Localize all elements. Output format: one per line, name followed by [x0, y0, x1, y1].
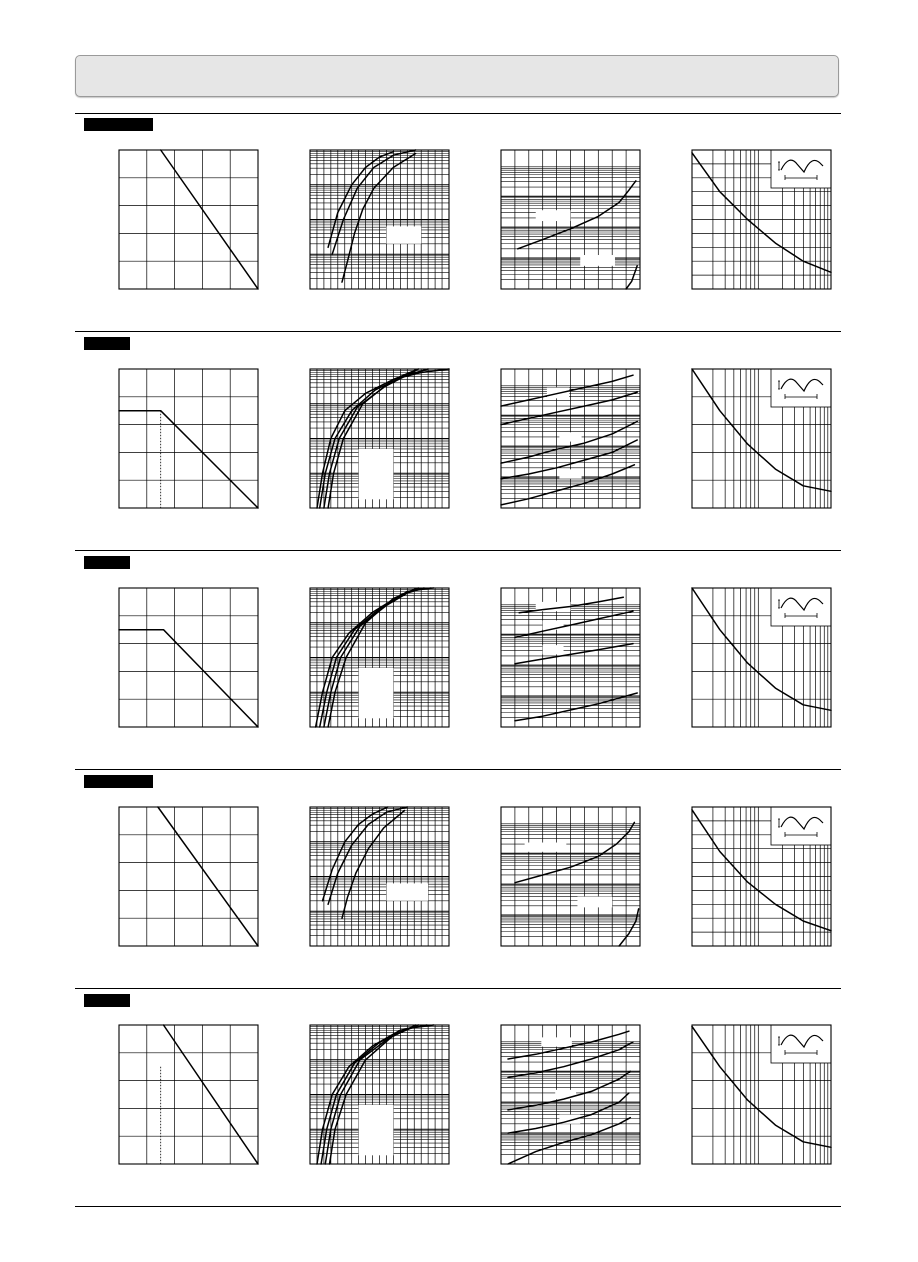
chart-g5-c1 [119, 1025, 258, 1164]
annotation-box [541, 1037, 572, 1046]
chart-grid [119, 1025, 258, 1164]
annotation-box [543, 645, 564, 654]
annotation-box [559, 432, 581, 441]
section-rule-2 [75, 331, 841, 332]
section-rule-3 [75, 550, 841, 551]
series-line-1 [119, 630, 258, 727]
chart-g2-c2 [310, 369, 449, 508]
annotation-box [580, 255, 615, 266]
chart-g1-c4 [692, 150, 831, 289]
chart-g4-c2 [310, 807, 449, 946]
chart-g2-c1 [119, 369, 258, 508]
chart-grid [119, 807, 258, 946]
waveform-inset [771, 807, 831, 845]
chart-g2-c3 [501, 369, 640, 508]
chart-grid [119, 150, 258, 289]
section-tag-3 [84, 556, 130, 569]
section-rule-4 [75, 769, 841, 770]
series-line-1 [518, 181, 636, 249]
chart-g3-c2 [310, 588, 449, 727]
annotation-box [577, 897, 612, 908]
chart-g3-c4 [692, 588, 831, 727]
section-tag-2 [84, 337, 130, 350]
series-line-1 [501, 375, 633, 406]
series-line-1 [161, 150, 258, 289]
annotation-box [559, 469, 581, 478]
chart-g4-c1 [119, 807, 258, 946]
chart-g1-c2 [310, 150, 449, 289]
annotation-box [359, 1105, 394, 1155]
waveform-inset [771, 150, 831, 188]
header-bar [75, 55, 839, 97]
chart-g3-c1 [119, 588, 258, 727]
annotation-box [386, 883, 428, 900]
series-line-3 [342, 154, 416, 283]
section-rule-5 [75, 988, 841, 989]
annotation-box [555, 1090, 576, 1099]
chart-g1-c3 [501, 150, 640, 289]
annotation-box [525, 843, 567, 852]
series-line-4 [515, 693, 637, 721]
section-tag-1 [84, 118, 153, 131]
chart-grid [501, 807, 640, 946]
chart-grid [310, 150, 449, 289]
series-line-2 [515, 611, 633, 637]
annotation-box [359, 668, 394, 718]
series-line-1 [164, 1025, 259, 1164]
chart-frame [119, 1025, 258, 1164]
annotation-box [359, 449, 394, 499]
waveform-inset [771, 588, 831, 626]
section-rule-1 [75, 113, 841, 114]
chart-g4-c4 [692, 807, 831, 946]
waveform-inset [771, 369, 831, 407]
waveform-inset [771, 1025, 831, 1063]
chart-g3-c3 [501, 588, 640, 727]
series-line-2 [626, 266, 637, 289]
annotation-box [536, 210, 571, 221]
chart-g4-c3 [501, 807, 640, 946]
section-tag-4 [84, 775, 153, 788]
series-line-1 [158, 807, 258, 946]
section-tag-5 [84, 994, 130, 1007]
chart-g5-c4 [692, 1025, 831, 1164]
chart-g5-c3 [501, 1025, 640, 1164]
bottom-rule [75, 1206, 841, 1207]
chart-grid [310, 807, 449, 946]
chart-g2-c4 [692, 369, 831, 508]
chart-frame [119, 150, 258, 289]
chart-frame [119, 807, 258, 946]
annotation-box [386, 226, 421, 243]
series-line-1 [119, 411, 258, 508]
chart-g1-c1 [119, 150, 258, 289]
chart-g5-c2 [310, 1025, 449, 1164]
